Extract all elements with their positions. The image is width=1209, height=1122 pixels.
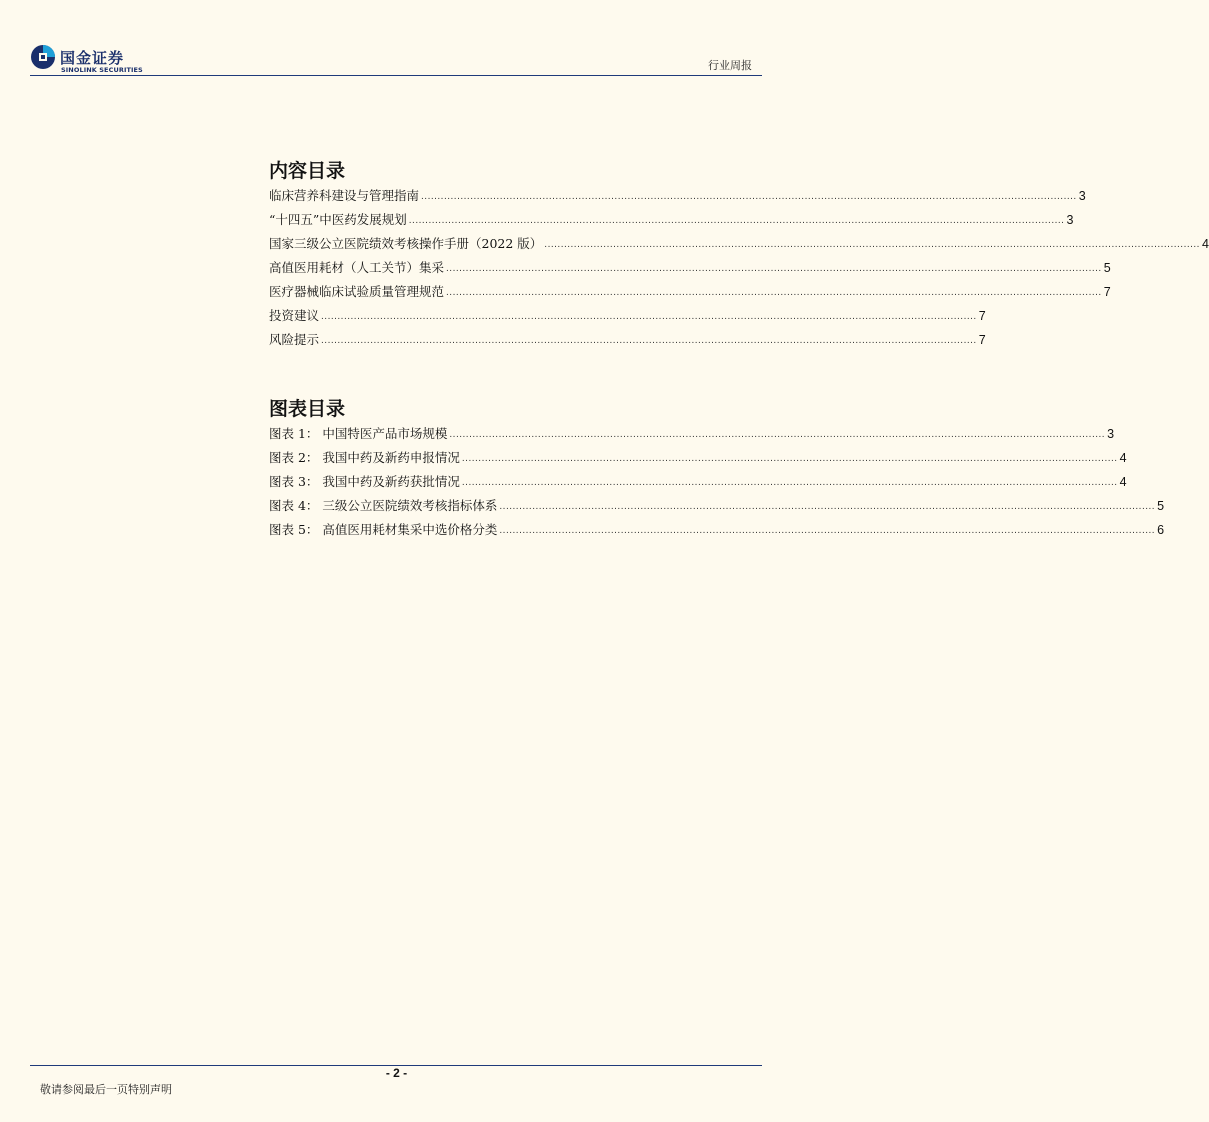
toc-entry[interactable] [269,306,986,324]
toc-page-number: 3 [1066,213,1074,227]
toc-leader-dots: ........................................................................................................................................................................................................ [461,477,1118,488]
figure-entry[interactable] [269,472,1127,490]
figure-entry[interactable] [269,520,1165,538]
toc-entry-label: 临床营养科建设与管理指南 [269,188,420,203]
toc-leader-dots: ........................................................................................................................................................................................................ [408,215,1065,226]
toc-entry[interactable] [269,330,986,348]
page-header [30,40,762,76]
toc-page-number: 3 [1107,427,1115,441]
toc-leader-dots: ........................................................................................................................................................................................................ [499,501,1156,512]
toc-leader-dots: ........................................................................................................................................................................................................ [446,263,1102,274]
toc-page-number: 4 [1119,475,1127,489]
toc-page-number: 5 [1157,499,1165,513]
logo-english-name: SINOLINK SECURITIES [61,66,143,74]
toc-entry-label: 图表 5： 高值医用耗材集采中选价格分类 [269,522,498,537]
footer-disclaimer: 敬请参阅最后一页特别声明 [40,1083,172,1096]
toc-leader-dots: ........................................................................................................................................................................................................ [499,525,1156,536]
toc-page-number: 4 [1201,237,1209,251]
toc-entry[interactable] [269,282,1111,300]
toc-entry[interactable] [269,234,1209,252]
toc-page-number: 7 [978,309,986,323]
sinolink-logo-icon [30,44,56,70]
toc-leader-dots: ........................................................................................................................................................................................................ [544,239,1200,250]
figure-entry[interactable] [269,496,1165,514]
toc-leader-dots: ........................................................................................................................................................................................................ [446,287,1102,298]
toc-entry-label: 投资建议 [269,308,320,323]
toc-leader-dots: ........................................................................................................................................................................................................ [321,335,977,346]
toc-page-number: 7 [1103,285,1111,299]
toc-leader-dots: ........................................................................................................................................................................................................ [321,311,977,322]
toc-entry-label: 高值医用耗材（人工关节）集采 [269,260,445,275]
contents-title: 内容目录 [269,160,346,182]
toc-entry[interactable] [269,186,1086,204]
toc-entry-label: 风险提示 [269,332,320,347]
toc-entry[interactable] [269,210,1074,228]
logo-chinese-name: 国金证券 [60,49,125,67]
toc-entry-label: 图表 1： 中国特医产品市场规模 [269,426,448,441]
toc-entry-label: “十四五”中医药发展规划 [269,212,407,227]
toc-entry-label: 图表 4： 三级公立医院绩效考核指标体系 [269,498,498,513]
figures-title: 图表目录 [269,398,346,420]
toc-entry-label: 图表 3： 我国中药及新药获批情况 [269,474,460,489]
toc-page-number: 6 [1157,523,1165,537]
toc-entry[interactable] [269,258,1111,276]
header-divider [30,75,762,76]
page-number: - 2 - [385,1066,408,1080]
toc-page-number: 5 [1103,261,1111,275]
toc-entry-label: 国家三级公立医院绩效考核操作手册（2022 版） [269,236,543,251]
toc-entry-label: 医疗器械临床试验质量管理规范 [269,284,445,299]
toc-leader-dots: ........................................................................................................................................................................................................ [421,191,1077,202]
toc-page-number: 7 [978,333,986,347]
figure-entry[interactable] [269,424,1115,442]
toc-leader-dots: ........................................................................................................................................................................................................ [461,453,1118,464]
toc-leader-dots: ........................................................................................................................................................................................................ [449,429,1106,440]
report-type: 行业周报 [708,59,752,72]
figure-entry[interactable] [269,448,1127,466]
toc-entry-label: 图表 2： 我国中药及新药申报情况 [269,450,460,465]
toc-page-number: 3 [1078,189,1086,203]
toc-page-number: 4 [1119,451,1127,465]
